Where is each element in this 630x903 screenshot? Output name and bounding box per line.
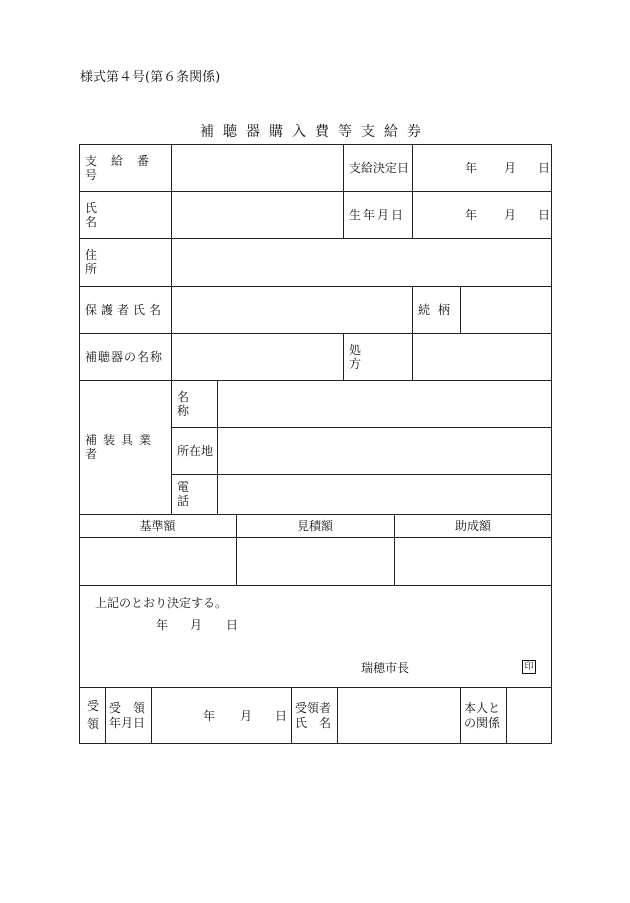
name-text: 氏名: [85, 200, 164, 229]
receipt-date-label: [109, 701, 151, 731]
vendor-location-label: 所在地: [177, 443, 214, 458]
address-label: [85, 238, 165, 286]
decision-day-label: 日: [226, 618, 239, 632]
prescription-label: [349, 333, 412, 380]
receiver-name-field[interactable]: [337, 687, 460, 744]
relationship-text: 続柄: [418, 302, 459, 317]
vendor-phone-label: [177, 474, 217, 514]
form-title: 補聴器購入費等支給券: [200, 124, 430, 140]
payment-number-text: 支給番号: [85, 153, 164, 182]
vendor-phone-field[interactable]: [217, 474, 552, 514]
address-field[interactable]: [171, 238, 552, 286]
vendor-text: 補装具業者: [85, 433, 158, 461]
receipt-date-field[interactable]: [151, 687, 291, 744]
birth-date-year: 年: [465, 207, 478, 222]
vendor-name-label: [177, 380, 217, 427]
prescription-text: 処方: [349, 342, 400, 371]
name-field[interactable]: [171, 191, 343, 238]
subsidy-amount-field[interactable]: [394, 537, 552, 585]
receiver-name-label: [295, 701, 337, 731]
vendor-label: [85, 380, 171, 514]
receipt-label-line1: 受: [86, 699, 99, 713]
decision-statement: 上記のとおり決定する。: [95, 596, 228, 610]
decision-month-label: 月: [190, 618, 203, 632]
vendor-phone-text: 電話: [177, 480, 200, 508]
guardian-name-label: [85, 286, 171, 333]
estimate-amount-field[interactable]: [236, 537, 394, 585]
receipt-date-year: 年: [203, 708, 216, 723]
receiver-label-line1: 受領者: [295, 701, 332, 715]
guardian-name-field[interactable]: [171, 286, 412, 333]
vendor-location-field[interactable]: [217, 427, 552, 474]
decision-date-day: 日: [538, 160, 551, 175]
guardian-name-text: 保護者氏名: [85, 302, 166, 317]
decision-date-month: 月: [504, 160, 517, 175]
standard-amount-field[interactable]: [79, 537, 236, 585]
subsidy-amount-header: 助成額: [454, 518, 491, 533]
device-name-label: [85, 333, 171, 380]
receipt-date-month: 月: [240, 708, 253, 723]
birth-date-field[interactable]: [412, 191, 552, 238]
decision-date-label: 支給決定日: [349, 160, 410, 175]
receipt-date-label-line2: 年月日: [109, 716, 146, 730]
birth-date-day: 日: [538, 207, 551, 222]
address-text: 住所: [85, 248, 164, 276]
estimate-amount-header: 見積額: [296, 518, 333, 533]
receipt-label-line2: 領: [86, 717, 99, 731]
receiver-label-line2: 氏 名: [295, 716, 332, 730]
decision-year-label: 年: [156, 618, 169, 632]
birth-date-label: [349, 191, 412, 238]
vendor-name-field[interactable]: [217, 380, 552, 427]
device-name-field[interactable]: [171, 333, 343, 380]
relationship-label: [418, 286, 460, 333]
name-label: [85, 191, 165, 238]
device-name-text: 補聴器の名称: [85, 349, 164, 364]
mayor-label: 瑞穂市長: [361, 661, 410, 675]
relation-label-line2: の関係: [464, 716, 501, 730]
birth-date-month: 月: [504, 207, 517, 222]
standard-amount-header: 基準額: [139, 518, 176, 533]
birth-date-text: 生年月日: [349, 207, 406, 222]
relation-to-person-label: [464, 701, 506, 731]
receipt-date-day: 日: [275, 708, 288, 723]
voucher-form-table: [79, 144, 552, 744]
seal-mark: 印: [522, 660, 536, 674]
prescription-field[interactable]: [412, 333, 552, 380]
vendor-name-text: 名称: [177, 389, 200, 418]
decision-date-field[interactable]: [412, 144, 552, 191]
relation-label-line1: 本人と: [464, 701, 501, 715]
payment-number-field[interactable]: [171, 144, 343, 191]
form-number-label: 様式第４号(第６条関係): [80, 70, 221, 85]
relation-to-person-field[interactable]: [506, 687, 552, 744]
payment-number-label: [85, 144, 165, 191]
relationship-field[interactable]: [460, 286, 552, 333]
decision-date-year: 年: [465, 160, 478, 175]
receipt-label: [83, 697, 103, 733]
receipt-date-label-line1: 受 領: [109, 701, 146, 715]
